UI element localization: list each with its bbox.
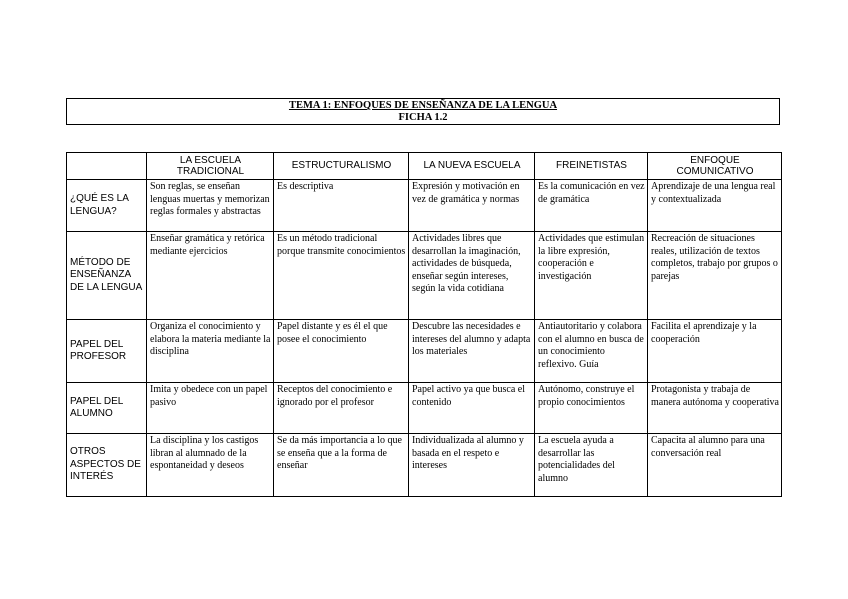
table-row (67, 232, 782, 320)
table-cell: Individualizada al alumno y basada en el respeto e intereses (409, 434, 535, 497)
table-row (67, 383, 782, 434)
row-header-otros-aspectos: OTROS ASPECTOS DE INTERÉS (67, 434, 147, 497)
table-cell: Es descriptiva (274, 180, 409, 232)
table-cell: Receptos del conocimiento e ignorado por el profesor (274, 383, 409, 434)
column-header-empty (67, 153, 147, 180)
table-cell: Imita y obedece con un papel pasivo (147, 383, 274, 434)
row-header-que-es-la-lengua: ¿QUÉ ES LA LENGUA? (67, 180, 147, 232)
table-cell: Antiautoritario y colabora con el alumno en busca de un conocimiento reflexivo. Guía (535, 320, 648, 383)
table-cell: La disciplina y los castigos libran al alumnado de la espontaneidad y deseos (147, 434, 274, 497)
table-cell: La escuela ayuda a desarrollar las potencialidades del alumno (535, 434, 648, 497)
table-cell: Recreación de situaciones reales, utilización de textos completos, trabajo por grupos o parejas (648, 232, 782, 320)
table-row (67, 320, 782, 383)
comparison-table (66, 152, 782, 497)
table-row (67, 180, 782, 232)
table-cell: Aprendizaje de una lengua real y contextualizada (648, 180, 782, 232)
table-cell: Actividades que estimulan la libre expresión, cooperación e investigación (535, 232, 648, 320)
row-header-papel-profesor: PAPEL DEL PROFESOR (67, 320, 147, 383)
column-header-freinetistas: FREINETISTAS (535, 153, 648, 180)
table-cell: Papel distante y es él el que posee el conocimiento (274, 320, 409, 383)
table-cell: Es un método tradicional porque transmite conocimientos (274, 232, 409, 320)
table-cell: Actividades libres que desarrollan la imaginación, actividades de búsqueda, enseñar según intereses, según la vida cotidiana (409, 232, 535, 320)
row-header-papel-alumno: PAPEL DEL ALUMNO (67, 383, 147, 434)
column-header-enfoque-comunicativo: ENFOQUE COMUNICATIVO (648, 153, 782, 180)
table-cell: Autónomo, construye el propio conocimientos (535, 383, 648, 434)
table-cell: Descubre las necesidades e intereses del alumno y adapta los materiales (409, 320, 535, 383)
document-title-box (66, 98, 780, 125)
column-header-nueva-escuela: LA NUEVA ESCUELA (409, 153, 535, 180)
table-cell: Es la comunicación en vez de gramática (535, 180, 648, 232)
table-row (67, 434, 782, 497)
table-cell: Facilita el aprendizaje y la cooperación (648, 320, 782, 383)
page-subtitle: FICHA 1.2 (398, 112, 448, 123)
table-cell: Capacita al alumno para una conversación real (648, 434, 782, 497)
table-header-row (67, 153, 782, 180)
column-header-estructuralismo: ESTRUCTURALISMO (274, 153, 409, 180)
table-cell: Se da más importancia a lo que se enseña que a la forma de enseñar (274, 434, 409, 497)
page-title: TEMA 1: ENFOQUES DE ENSEÑANZA DE LA LENGUA (288, 100, 558, 111)
row-header-metodo: MÉTODO DE ENSEÑANZA DE LA LENGUA (67, 232, 147, 320)
table-cell: Expresión y motivación en vez de gramática y normas (409, 180, 535, 232)
table-cell: Enseñar gramática y retórica mediante ejercicios (147, 232, 274, 320)
table-cell: Organiza el conocimiento y elabora la materia mediante la disciplina (147, 320, 274, 383)
table-cell: Papel activo ya que busca el contenido (409, 383, 535, 434)
column-header-escuela-tradicional: LA ESCUELA TRADICIONAL (147, 153, 274, 180)
table-cell: Son reglas, se enseñan lenguas muertas y memorizan reglas formales y abstractas (147, 180, 274, 232)
table-cell: Protagonista y trabaja de manera autónoma y cooperativa (648, 383, 782, 434)
